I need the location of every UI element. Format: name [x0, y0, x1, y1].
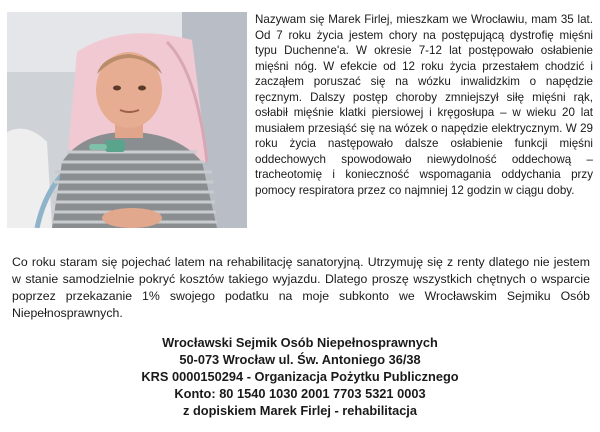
portrait-photo: [7, 12, 247, 228]
organization-name: Wrocławski Sejmik Osób Niepełnosprawnych: [162, 335, 438, 350]
organization-address: 50-073 Wrocław ul. Św. Antoniego 36/38: [179, 352, 421, 367]
krs-number: KRS 0000150294 - Organizacja Pożytku Publicznego: [141, 369, 459, 384]
transfer-note: z dopiskiem Marek Firlej - rehabilitacja: [183, 403, 417, 418]
bank-account: Konto: 80 1540 1030 2001 7703 5321 0003: [174, 386, 426, 401]
contact-block: [0, 334, 600, 419]
intro-paragraph: Nazywam się Marek Firlej, mieszkam we Wrocławiu, mam 35 lat. Od 7 roku życia jestem chory na postępującą dystrofię mięśni typu Duchenne'a. W okresie 7-12 lat postępowało osłabienie mięśni nóg. W efekcie od 12 roku życia przestałem chodzić i zacząłem poruszać się na wózku inwalidzkim o napędzie ręcznym. Dalszy postęp choroby zmniejszył siłę mięśni rąk, osłabił mięśnie klatki piersiowej i kręgosłupa – w wieku 20 lat musiałem przesiąść się na wózek o napędzie elektrycznym. W 29 roku życia następowało dalsze osłabienie funkcji mięśni oddechowych spowodowało niewydolność oddechową – tracheotomię i konieczność wspomagania oddychania przy pomocy respiratora przez co najmniej 12 godzin w ciągu doby.: [255, 13, 593, 197]
appeal-paragraph: Co roku staram się pojechać latem na rehabilitację sanatoryjną. Utrzymuję się z renty dlatego nie jestem w stanie samodzielnie pokryć kosztów takiego wyjazdu. Dlatego proszę wszystkich chętnych o wsparcie poprzez przekazanie 1% swojego podatku na moje subkonto we Wrocławskim Sejmiku Osób Niepełnosprawnych.: [12, 255, 590, 320]
